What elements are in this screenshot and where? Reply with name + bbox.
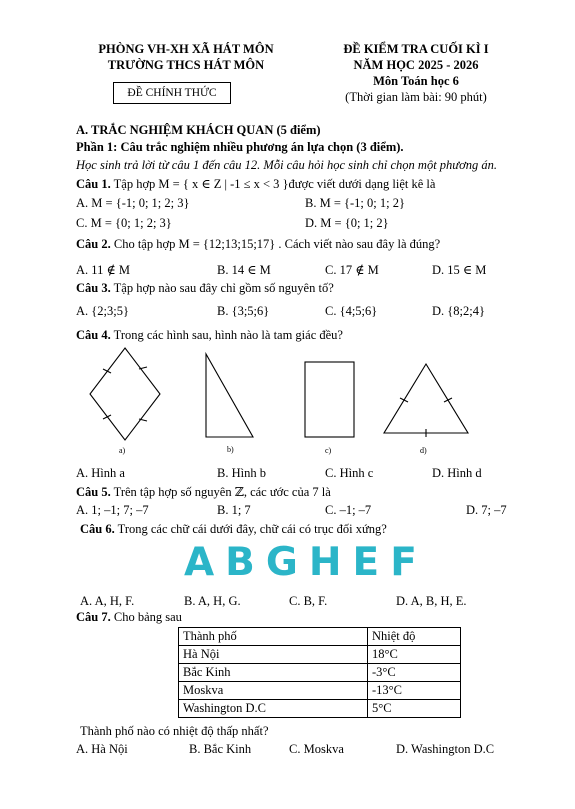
q5-option-b: B. 1; 7	[217, 503, 251, 517]
q7-label: Câu 7.	[76, 610, 111, 624]
question-7	[76, 610, 182, 625]
q1-option-c: C. M = {0; 1; 2; 3}	[76, 216, 172, 230]
table-cell-city: Hà Nội	[179, 646, 368, 664]
subject: Môn Toán học 6	[373, 74, 459, 88]
part1-heading	[76, 140, 404, 155]
question-5	[76, 484, 331, 500]
table-row	[179, 646, 461, 664]
q5-option-d: D. 7; –7	[466, 503, 507, 517]
q4-option-d: D. Hình d	[432, 466, 482, 480]
q5-label: Câu 5.	[76, 485, 111, 499]
school-year: NĂM HỌC 2025 - 2026	[353, 58, 479, 72]
table-cell-temperature: 18°C	[368, 646, 461, 664]
figure-d-label: d)	[420, 446, 427, 455]
q6-option-a: A. A, H, F.	[80, 594, 135, 608]
q5-text: Trên tập hợp số nguyên ℤ, các ước của 7 là	[110, 485, 331, 499]
q6-option-d: D. A, B, H, E.	[396, 594, 467, 608]
q6-text: Trong các chữ cái dưới đây, chữ cái có trục đối xứng?	[114, 522, 387, 536]
q4-text: Trong các hình sau, hình nào là tam giác đều?	[110, 328, 343, 342]
q6-letters: ABGHEF	[184, 540, 428, 585]
q3-option-c: C. {4;5;6}	[325, 304, 378, 318]
q5-option-c: C. –1; –7	[325, 503, 372, 517]
q1-option-d: D. M = {0; 1; 2}	[305, 216, 389, 230]
figure-b-right-triangle	[206, 354, 253, 437]
q7-option-a: A. Hà Nội	[76, 742, 128, 756]
table-cell-city: Bắc Kinh	[179, 664, 368, 682]
question-1	[76, 176, 435, 192]
table-row	[179, 682, 461, 700]
question-3	[76, 281, 334, 296]
school-department: PHÒNG VH-XH XÃ HÁT MÔN	[98, 42, 274, 56]
q1-option-b: B. M = {-1; 0; 1; 2}	[305, 196, 405, 210]
table-cell-temperature: -3°C	[368, 664, 461, 682]
q2-text: Cho tập hợp M = {12;13;15;17} . Cách viết nào sau đây là đúng?	[110, 237, 441, 251]
table-cell-temperature: 5°C	[368, 700, 461, 718]
q2-option-a: A. 11 ∉ M	[76, 263, 130, 277]
q2-label: Câu 2.	[76, 237, 111, 251]
q3-label: Câu 3.	[76, 281, 111, 295]
part1-text: Câu trắc nghiệm nhiều phương án lựa chọn (3 điểm).	[117, 140, 404, 154]
q4-figures	[0, 342, 575, 455]
q3-option-b: B. {3;5;6}	[217, 304, 270, 318]
q2-option-b: B. 14 ∈ M	[217, 263, 271, 277]
q3-text: Tập hợp nào sau đây chỉ gồm số nguyên tố?	[110, 281, 334, 295]
q2-option-c: C. 17 ∉ M	[325, 263, 379, 277]
school-name: TRƯỜNG THCS HÁT MÔN	[107, 58, 265, 72]
exam-duration: (Thời gian làm bài: 90 phút)	[345, 90, 487, 104]
temperature-table	[178, 627, 461, 718]
q4-label: Câu 4.	[76, 328, 111, 342]
figure-b-label: b)	[227, 445, 234, 454]
q4-option-c: C. Hình c	[325, 466, 374, 480]
table-header-row	[179, 628, 461, 646]
q2-option-d: D. 15 ∈ M	[432, 263, 487, 277]
q3-option-a: A. {2;3;5}	[76, 304, 129, 318]
figure-a-rhombus	[90, 348, 160, 440]
q7-question: Thành phố nào có nhiệt độ thấp nhất?	[80, 724, 269, 738]
instruction: Học sinh trả lời từ câu 1 đến câu 12. Mỗi câu hỏi học sinh chỉ chọn một phương án.	[76, 158, 498, 172]
question-6	[80, 522, 387, 537]
figure-a-label: a)	[119, 446, 126, 455]
q4-option-a: A. Hình a	[76, 466, 125, 480]
table-row	[179, 700, 461, 718]
q6-option-c: C. B, F.	[289, 594, 328, 608]
table-header-temperature: Nhiệt độ	[368, 628, 461, 646]
q4-option-b: B. Hình b	[217, 466, 266, 480]
table-cell-city: Moskva	[179, 682, 368, 700]
part1-label: Phần 1:	[76, 140, 118, 154]
q7-option-d: D. Washington D.C	[396, 742, 495, 756]
table-header-city: Thành phố	[179, 628, 368, 646]
q7-text: Cho bảng sau	[110, 610, 182, 624]
figure-c-rectangle	[305, 362, 354, 437]
q1-text: Tập hợp M = { x ∈ Z | -1 ≤ x < 3 }được viết dưới dạng liệt kê là	[110, 177, 436, 191]
exam-title: ĐỀ KIỂM TRA CUỐI KÌ I	[343, 42, 489, 56]
figure-c-label: c)	[325, 446, 332, 455]
q3-option-d: D. {8;2;4}	[432, 304, 485, 318]
official-exam-box: ĐỀ CHÍNH THỨC	[113, 82, 231, 104]
q1-label: Câu 1.	[76, 177, 111, 191]
q6-option-b: B. A, H, G.	[184, 594, 241, 608]
q1-option-a: A. M = {-1; 0; 1; 2; 3}	[76, 196, 190, 210]
q5-option-a: A. 1; –1; 7; –7	[76, 503, 149, 517]
section-a-title: A. TRẮC NGHIỆM KHÁCH QUAN (5 điểm)	[76, 123, 321, 137]
figure-d-equilateral-triangle	[384, 364, 468, 437]
q6-label: Câu 6.	[80, 522, 115, 536]
question-2	[76, 237, 440, 252]
table-row	[179, 664, 461, 682]
q7-option-c: C. Moskva	[289, 742, 344, 756]
question-4	[76, 328, 343, 343]
q7-option-b: B. Bắc Kinh	[189, 742, 252, 756]
table-cell-temperature: -13°C	[368, 682, 461, 700]
table-cell-city: Washington D.C	[179, 700, 368, 718]
